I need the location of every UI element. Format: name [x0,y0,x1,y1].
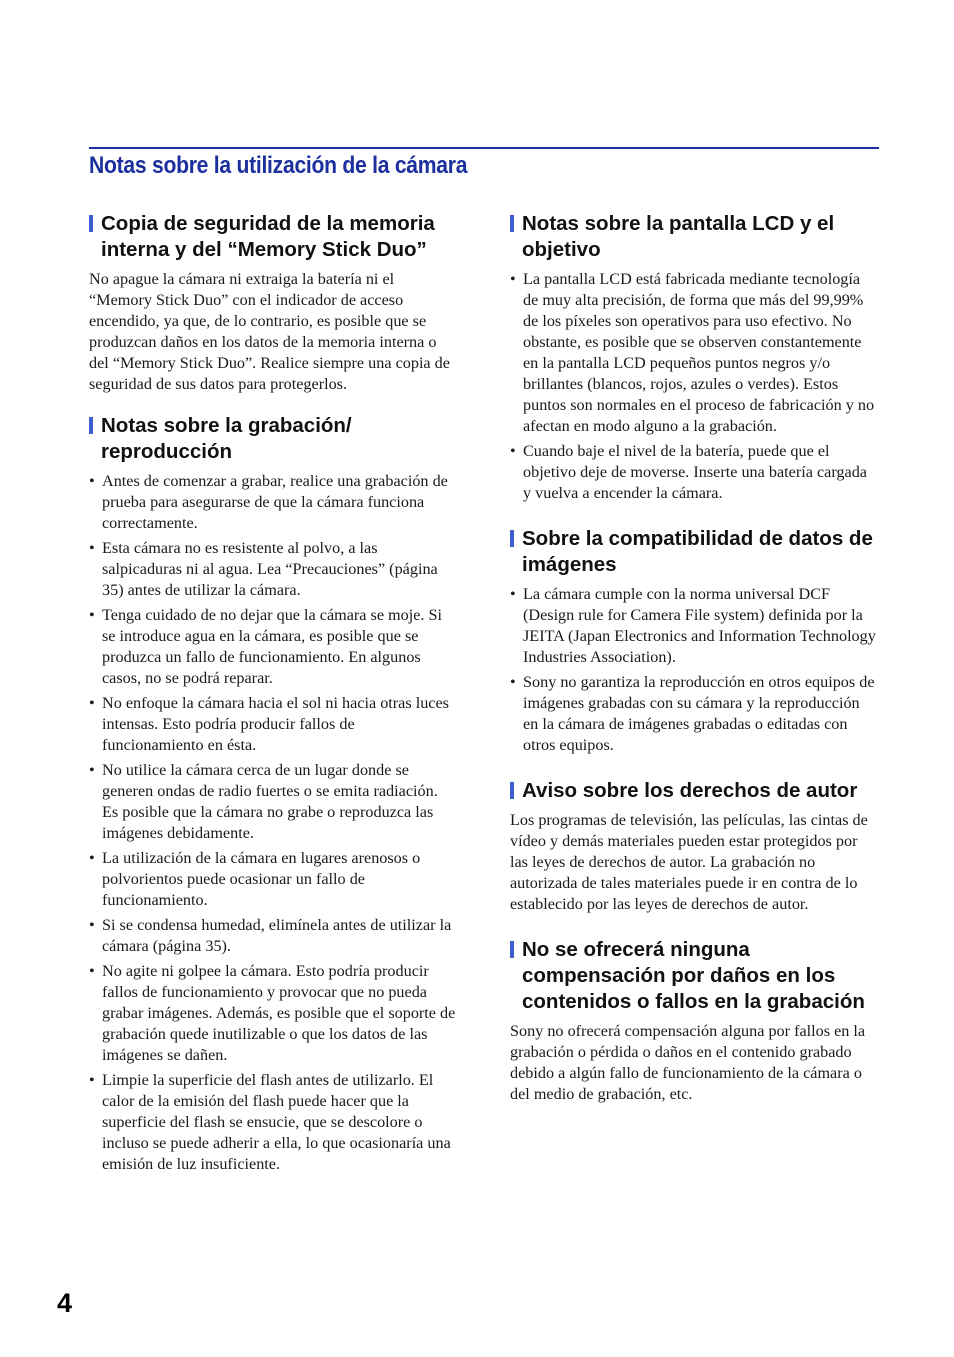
left-column [89,211,457,1179]
lcd-list [510,269,878,504]
list-item-text: Cuando baje el nivel de la batería, puede que el objetivo deje de moverse. Inserte una batería cargada y vuelva a encender la cámara. [523,442,867,502]
heading-marker [510,215,514,232]
list-item: • Limpie la superficie del flash antes de utilizarlo. El calor de la emisión del flash puede hacer que la superficie del flash se ensucie, que se descolore o incluso se puede adherir a ella, lo que ocasionaría una emisión de luz insuficiente. [89,1071,451,1173]
heading-marker [510,941,514,958]
list-item: • La utilización de la cámara en lugares arenosos o polvorientos puede ocasionar un fallo de funcionamiento. [89,849,421,909]
list-item-text: La cámara cumple con la norma universal DCF (Design rule for Camera File system) definida por la JEITA (Japan Electronics and Information Technology Industries Association). [523,585,876,666]
compat-section [510,526,878,756]
list-item-text: Tenga cuidado de no dejar que la cámara se moje. Si se introduce agua en la cámara, es posible que se produzca un fallo de funcionamiento. En algunos casos, no se podrá reparar. [102,606,443,687]
compensation-heading [510,937,878,1015]
compensation-section [510,937,878,1105]
list-item-text: Esta cámara no es resistente al polvo, a las salpicaduras ni al agua. Lea “Precauciones” (página 35) antes de utilizar la cámara. [102,539,438,599]
backup-heading-text: Copia de seguridad de la memoria interna y del “Memory Stick Duo” [101,212,435,261]
recording-section [89,413,457,1175]
list-item: • No agite ni golpee la cámara. Esto podría producir fallos de funcionamiento y provocar que no pueda grabar imágenes. Además, es posible que el soporte de grabación quede inutilizable o que los datos de las imágenes se dañen. [89,962,456,1064]
compat-heading [510,526,878,578]
list-item: • Si se condensa humedad, elimínela antes de utilizar la cámara (página 35). [89,916,452,955]
copyright-heading [510,778,878,804]
list-item-text: La utilización de la cámara en lugares arenosos o polvorientos puede ocasionar un fallo de funcionamiento. [102,849,421,909]
compat-heading-text: Sobre la compatibilidad de datos de imágenes [522,527,873,576]
list-item: • La pantalla LCD está fabricada mediante tecnología de muy alta precisión, de forma que más del 99,99% de los píxeles son operativos para uso efectivo. No obstante, es posible que se observen constantemente en la pantalla LCD pequeños puntos negros y/o brillantes (blancos, rojos, azules o verdes). Estos puntos son normales en el proceso de fabricación y no afectan en modo alguno a la grabación. [510,270,875,435]
recording-heading [89,413,457,465]
heading-marker [510,782,514,799]
list-item-text: La pantalla LCD está fabricada mediante tecnología de muy alta precisión, de forma que más del 99,99% de los píxeles son operativos para uso efectivo. No obstante, es posible que se observen constantemente en la pantalla LCD pequeños puntos negros y/o brillantes (blancos, rojos, azules o verdes). Estos puntos son normales en el proceso de fabricación y no afectan en modo alguno a la grabación. [523,270,875,435]
list-item-text: Limpie la superficie del flash antes de utilizarlo. El calor de la emisión del flash puede hacer que la superficie del flash se ensucie, que se descolore o incluso se puede adherir a ella, lo que ocasionaría una emisión de luz insuficiente. [102,1071,451,1173]
heading-marker [89,417,93,434]
compensation-text: Sony no ofrecerá compensación alguna por fallos en la grabación o pérdida o daños en el contenido grabado debido a algún fallo de funcionamiento de la cámara o del medio de grabación, etc. [510,1022,866,1103]
lcd-section [510,211,878,504]
lcd-heading-text: Notas sobre la pantalla LCD y el objetivo [522,212,835,261]
list-item: • Cuando baje el nivel de la batería, puede que el objetivo deje de moverse. Inserte una batería cargada y vuelva a encender la cámara. [510,442,867,502]
recording-list [89,471,457,1175]
list-item-text: Si se condensa humedad, elimínela antes de utilizar la cámara (página 35). [102,916,452,955]
backup-section [89,211,457,395]
list-item: • No enfoque la cámara hacia el sol ni hacia otras luces intensas. Esto podría producir fallos de funcionamiento en ésta. [89,694,449,754]
backup-heading [89,211,457,263]
list-item: • No utilice la cámara cerca de un lugar donde se generen ondas de radio fuertes o se emita radiación. Es posible que la cámara no grabe o reproduzca las imágenes debidamente. [89,761,438,842]
list-item: • Antes de comenzar a grabar, realice una grabación de prueba para asegurarse de que la cámara funciona correctamente. [89,472,448,532]
page-number: 4 [57,1288,73,1318]
lcd-heading [510,211,878,263]
heading-marker [510,530,514,547]
list-item-text: No enfoque la cámara hacia el sol ni hacia otras luces intensas. Esto podría producir fallos de funcionamiento en ésta. [102,694,449,754]
list-item-text: No utilice la cámara cerca de un lugar donde se generen ondas de radio fuertes o se emita radiación. Es posible que la cámara no grabe o reproduzca las imágenes debidamente. [102,761,438,842]
title-rule [89,147,879,149]
right-column [510,211,878,1105]
heading-marker [89,215,93,232]
list-item: • La cámara cumple con la norma universal DCF (Design rule for Camera File system) definida por la JEITA (Japan Electronics and Information Technology Industries Association). [510,585,876,666]
compensation-heading-text: No se ofrecerá ninguna compensación por daños en los contenidos o fallos en la grabación [522,938,865,1013]
list-item: • Tenga cuidado de no dejar que la cámara se moje. Si se introduce agua en la cámara, es posible que se produzca un fallo de funcionamiento. En algunos casos, no se podrá reparar. [89,606,443,687]
list-item-text: No agite ni golpee la cámara. Esto podría producir fallos de funcionamiento y provocar que no pueda grabar imágenes. Además, es posible que el soporte de grabación quede inutilizable o que los datos de las imágenes se dañen. [102,962,456,1064]
copyright-text: Los programas de televisión, las películas, las cintas de vídeo y demás materiales pueden estar protegidos por las leyes de derechos de autor. La grabación no autorizada de tales materiales puede ir en contra de lo establecido por las leyes de derechos de autor. [510,811,868,913]
list-item-text: Sony no garantiza la reproducción en otros equipos de imágenes grabadas con su cámara y la reproducción en la cámara de imágenes grabadas o editadas con otros equipos. [523,673,875,754]
compat-list [510,584,878,756]
list-item: • Esta cámara no es resistente al polvo, a las salpicaduras ni al agua. Lea “Precauciones” (página 35) antes de utilizar la cámara. [89,539,438,599]
list-item: • Sony no garantiza la reproducción en otros equipos de imágenes grabadas con su cámara y la reproducción en la cámara de imágenes grabadas o editadas con otros equipos. [510,673,875,754]
page-title: Notas sobre la utilización de la cámara [89,152,468,179]
list-item-text: Antes de comenzar a grabar, realice una grabación de prueba para asegurarse de que la cámara funciona correctamente. [102,472,448,532]
copyright-heading-text: Aviso sobre los derechos de autor [522,779,858,802]
copyright-section [510,778,878,915]
recording-heading-text: Notas sobre la grabación/ reproducción [101,414,352,463]
backup-text: No apague la cámara ni extraiga la batería ni el “Memory Stick Duo” con el indicador de acceso encendido, ya que, de lo contrario, es posible que se produzcan daños en los datos de la memoria interna o del “Memory Stick Duo”. Realice siempre una copia de seguridad de sus datos para protegerlos. [89,270,450,393]
